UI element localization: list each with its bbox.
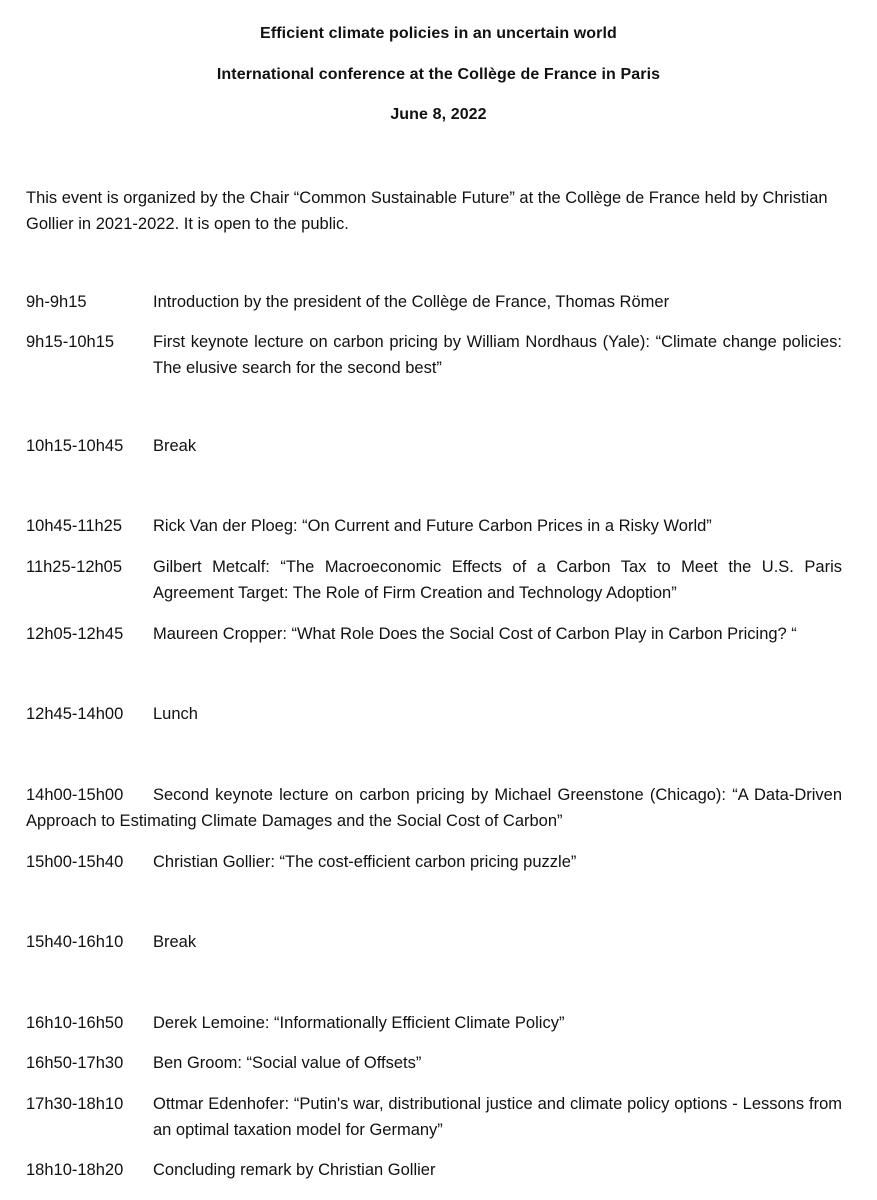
schedule-time: 18h10-18h20 xyxy=(26,1161,124,1179)
document-title: Efficient climate policies in an uncertain world xyxy=(260,25,617,42)
schedule-description: Christian Gollier: “The cost-efficient carbon pricing puzzle” xyxy=(153,853,577,871)
schedule-description: Concluding remark by Christian Gollier xyxy=(153,1161,436,1179)
schedule-row xyxy=(26,929,842,955)
schedule-time: 9h-9h15 xyxy=(26,293,87,311)
schedule-time: 16h10-16h50 xyxy=(26,1014,124,1032)
intro-paragraph: This event is organized by the Chair “Common Sustainable Future” at the Collège de France held by Christian Gollier in 2021-2022. It is open to the public. xyxy=(26,189,828,233)
schedule-time: 16h50-17h30 xyxy=(26,1054,124,1072)
schedule-row xyxy=(26,329,842,381)
schedule-description: Gilbert Metcalf: “The Macroeconomic Effects of a Carbon Tax to Meet the U.S. Paris Agreement Target: The Role of Firm Creation and Technology Adoption” xyxy=(153,558,842,602)
schedule-description: Ben Groom: “Social value of Offsets” xyxy=(153,1054,422,1072)
schedule-row xyxy=(26,1091,842,1143)
schedule-time: 9h15-10h15 xyxy=(26,333,115,351)
schedule-row xyxy=(26,701,842,727)
schedule-description: First keynote lecture on carbon pricing by William Nordhaus (Yale): “Climate change policies: The elusive search for the second best” xyxy=(153,333,842,377)
schedule-description: Lunch xyxy=(153,705,198,723)
document-date: June 8, 2022 xyxy=(390,106,487,123)
schedule-row xyxy=(26,621,842,647)
schedule-row xyxy=(26,782,842,834)
schedule-description: Second keynote lecture on carbon pricing by Michael Greenstone (Chicago): “A Data-Driven Approach to Estimating Climate Damages and the Social Cost of Carbon” xyxy=(26,786,842,830)
document-subtitle: International conference at the Collège de France in Paris xyxy=(216,66,661,83)
schedule-time: 11h25-12h05 xyxy=(26,558,123,576)
schedule-row xyxy=(26,849,842,875)
schedule-description: Break xyxy=(153,437,197,455)
schedule-row xyxy=(26,289,842,315)
schedule-time: 14h00-15h00 xyxy=(26,786,124,804)
schedule-row xyxy=(26,1157,842,1183)
schedule-description: Ottmar Edenhofer: “Putin's war, distributional justice and climate policy options - Lessons from an optimal taxation model for Germany” xyxy=(153,1095,842,1139)
schedule-row xyxy=(26,1010,842,1036)
schedule-description: Break xyxy=(153,933,197,951)
schedule-row xyxy=(26,554,842,606)
schedule-time: 12h05-12h45 xyxy=(26,625,124,643)
schedule-time: 10h45-11h25 xyxy=(26,517,123,535)
schedule-description: Derek Lemoine: “Informationally Efficient Climate Policy” xyxy=(153,1014,565,1032)
schedule-time: 15h40-16h10 xyxy=(26,933,124,951)
schedule-time: 15h00-15h40 xyxy=(26,853,124,871)
schedule-description: Introduction by the president of the Collège de France, Thomas Römer xyxy=(153,293,670,311)
schedule-time: 12h45-14h00 xyxy=(26,705,124,723)
schedule-time: 10h15-10h45 xyxy=(26,437,124,455)
schedule-row xyxy=(26,433,842,459)
schedule-row xyxy=(26,513,842,539)
schedule-time: 17h30-18h10 xyxy=(26,1095,124,1113)
schedule-description: Maureen Cropper: “What Role Does the Social Cost of Carbon Play in Carbon Pricing? “ xyxy=(153,625,797,643)
schedule-description: Rick Van der Ploeg: “On Current and Future Carbon Prices in a Risky World” xyxy=(153,517,712,535)
schedule-row xyxy=(26,1050,842,1076)
